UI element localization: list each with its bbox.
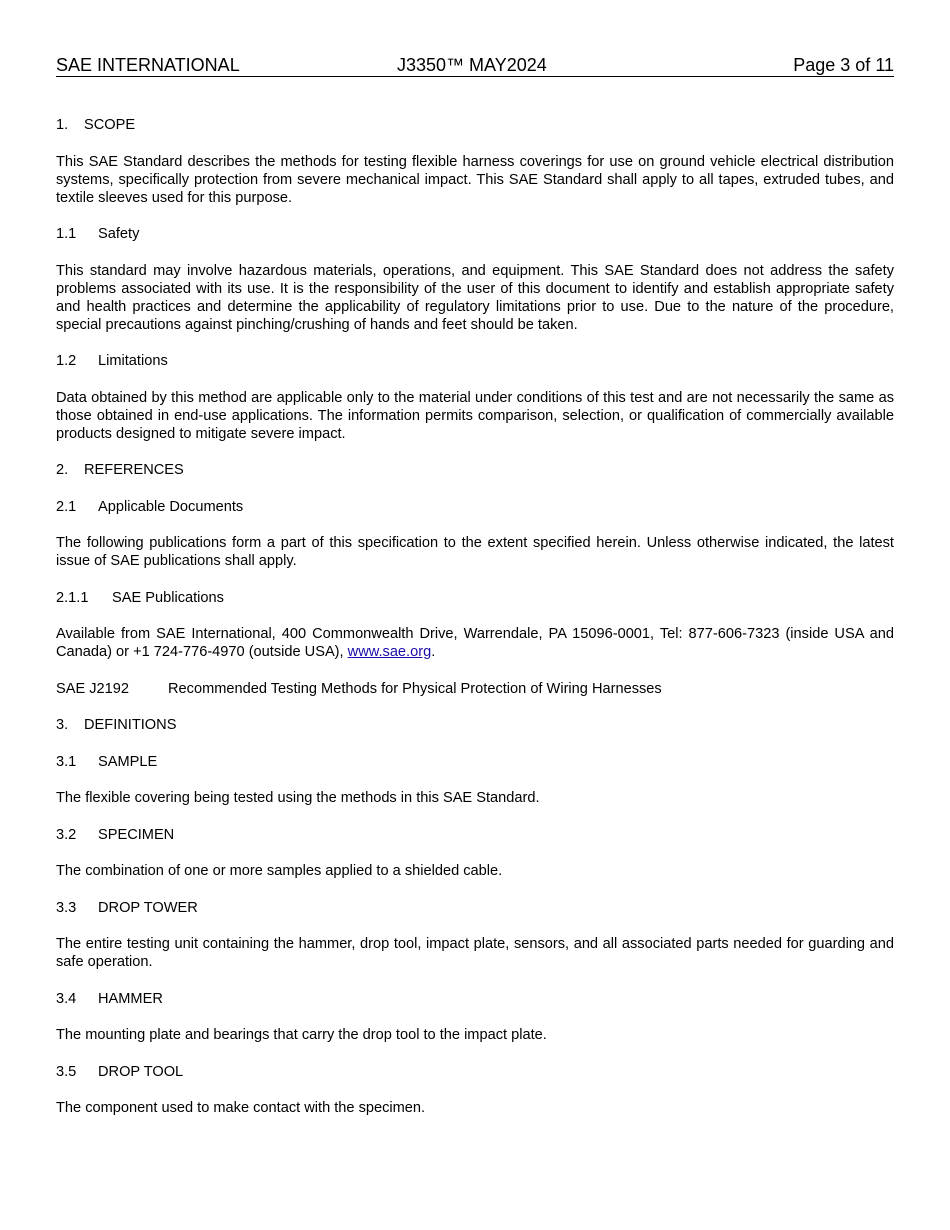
section-heading-specimen (56, 826, 894, 844)
section-number: 1. (56, 117, 69, 133)
section-heading-sample (56, 753, 894, 771)
section-heading-drop-tool (56, 1063, 894, 1081)
specimen-definition: The combination of one or more samples applied to a shielded cable. (56, 863, 503, 879)
safety-paragraph: This standard may involve hazardous materials, operations, and equipment. This SAE Standard does not address the safety problems associated with its use. It is the responsibility of the user of this document to identify and establish appropriate safety and health practices and determine the applicability of regulatory limitations prior to use. Due to the nature of the procedure, special precautions against pinching/crushing of hands and feet should be taken. (56, 262, 894, 333)
publications-text-end: . (431, 644, 436, 660)
section-number: 2.1 (56, 498, 77, 515)
sae-website-link[interactable]: www.sae.org (347, 644, 432, 660)
section-title: SAE Publications (112, 589, 224, 606)
section-heading-limitations (56, 352, 894, 370)
section-heading-definitions (56, 716, 894, 734)
section-number: 3.3 (56, 899, 77, 916)
sae-publications-paragraph (56, 625, 894, 661)
section-heading-drop-tower (56, 899, 894, 917)
section-heading-safety (56, 225, 894, 243)
section-heading-scope (56, 116, 894, 134)
section-number: 3.4 (56, 990, 77, 1007)
section-title: Applicable Documents (98, 498, 244, 515)
section-title: SPECIMEN (98, 826, 175, 843)
section-heading-references (56, 461, 894, 479)
section-heading-sae-publications (56, 589, 894, 607)
drop-tower-definition: The entire testing unit containing the hammer, drop tool, impact plate, sensors, and all associated parts needed for guarding and safe operation. (56, 936, 894, 970)
reference-entry (56, 680, 894, 698)
section-number: 2. (56, 462, 69, 478)
section-title: REFERENCES (84, 462, 184, 478)
header-org: SAE INTERNATIONAL (56, 55, 240, 75)
section-title: Safety (98, 226, 140, 242)
section-title: DROP TOWER (98, 899, 198, 916)
section-heading-applicable-documents (56, 498, 894, 516)
section-number: 1.1 (56, 226, 77, 242)
limitations-paragraph: Data obtained by this method are applicable only to the material under conditions of this test and are not necessarily the same as those obtained in end-use applications. The information permits comparison, selection, or qualification of commercially available products designed to mitigate severe impact. (56, 389, 894, 442)
header-doc-id: J3350™ MAY2024 (397, 55, 547, 75)
section-title: DEFINITIONS (84, 717, 177, 733)
section-number: 3. (56, 717, 69, 733)
section-title: SCOPE (84, 117, 136, 133)
sample-definition: The flexible covering being tested using the methods in this SAE Standard. (56, 790, 540, 806)
section-title: DROP TOOL (98, 1063, 184, 1080)
document-body (56, 116, 894, 1136)
page-header (56, 54, 894, 77)
section-title: SAMPLE (98, 753, 158, 770)
applicable-documents-paragraph: The following publications form a part of this specification to the extent specified herein. Unless otherwise indicated, the latest issue of SAE publications shall apply. (56, 535, 894, 569)
hammer-definition: The mounting plate and bearings that carry the drop tool to the impact plate. (56, 1027, 547, 1043)
drop-tool-definition: The component used to make contact with the specimen. (56, 1100, 426, 1116)
section-number: 3.2 (56, 826, 77, 843)
section-heading-hammer (56, 990, 894, 1008)
section-number: 3.5 (56, 1063, 77, 1080)
reference-title: Recommended Testing Methods for Physical Protection of Wiring Harnesses (168, 680, 662, 697)
header-page-number: Page 3 of 11 (793, 55, 894, 75)
section-number: 3.1 (56, 753, 77, 770)
section-title: HAMMER (98, 990, 163, 1007)
publications-text: Available from SAE International, 400 Commonwealth Drive, Warrendale, PA 15096-0001, Tel: 877-606-7323 (inside USA and Canada) or +1 724-776-4970 (outside USA), (56, 626, 894, 660)
section-title: Limitations (98, 353, 168, 369)
reference-code: SAE J2192 (56, 680, 130, 697)
scope-paragraph: This SAE Standard describes the methods for testing flexible harness coverings for use on ground vehicle electrical distribution systems, specifically protection from severe mechanical impact. This SAE Standard shall apply to all tapes, extruded tubes, and textile sleeves used for this purpose. (56, 153, 894, 206)
section-number: 1.2 (56, 353, 77, 369)
section-number: 2.1.1 (56, 589, 89, 606)
